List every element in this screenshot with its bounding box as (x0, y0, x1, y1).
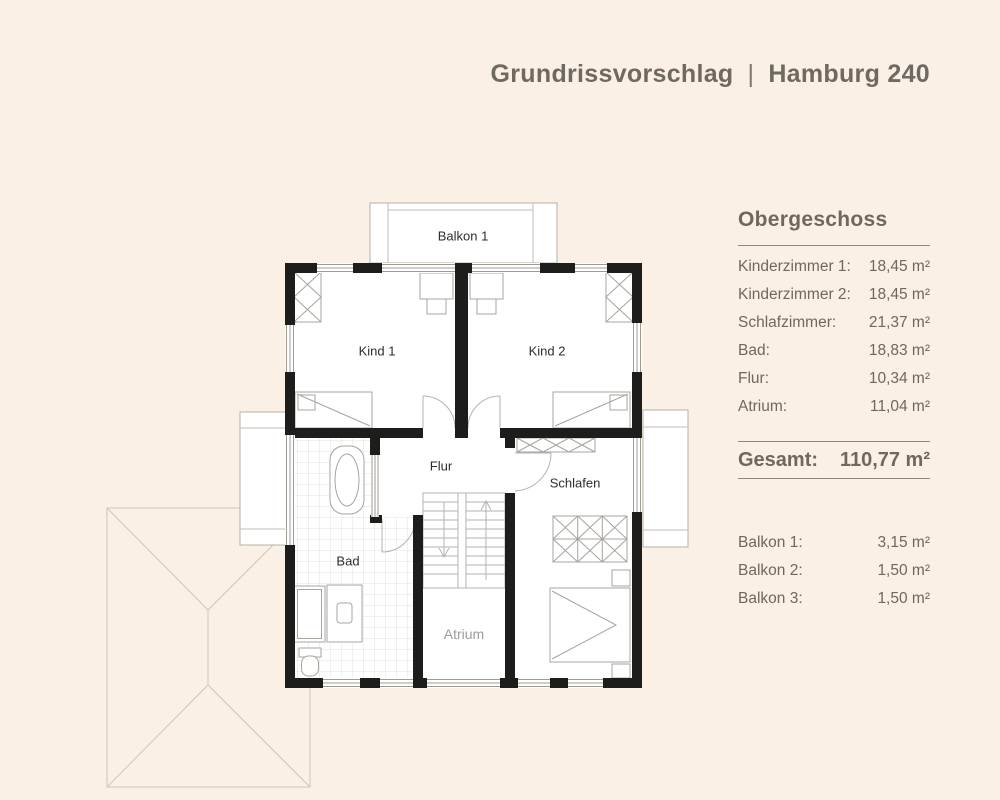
balcony-area-value: 1,50 m² (877, 562, 930, 579)
room-area-label: Kinderzimmer 2: (738, 286, 851, 303)
room-area-value: 21,37 m² (868, 314, 930, 331)
sink (327, 585, 362, 642)
wardrobe-schlafen-block (553, 516, 627, 562)
room-label-atrium: Atrium (443, 626, 485, 642)
total-value: 110,77 m² (839, 448, 930, 471)
balcony-area-label: Balkon 2: (738, 562, 803, 579)
wardrobe-kind1 (294, 272, 321, 322)
room-area-row (738, 393, 930, 421)
room-area-label: Schlafzimmer: (738, 314, 837, 331)
room-area-value: 18,83 m² (868, 342, 930, 359)
toilet (299, 648, 321, 676)
heading-rule (738, 245, 930, 246)
bed-kind1 (295, 392, 372, 428)
staircase (423, 493, 505, 588)
balcony-area-value: 3,15 m² (877, 534, 930, 551)
room-area-value: 11,04 m² (869, 398, 930, 415)
room-label-schlafen: Schlafen (549, 475, 601, 491)
room-area-value: 10,34 m² (868, 370, 930, 387)
balcony-left (240, 412, 287, 545)
balcony-area-row (738, 529, 930, 557)
room-label-bad: Bad (336, 553, 360, 569)
page-title-left: Grundrissvorschlag (490, 60, 734, 88)
room-label-kind2: Kind 2 (528, 343, 566, 359)
roof-outline (107, 508, 310, 787)
room-area-label: Atrium: (738, 398, 788, 415)
room-area-label: Bad: (738, 342, 770, 359)
total-label: Gesamt: (738, 448, 819, 471)
desk-kind2 (470, 273, 503, 299)
balcony-right (643, 410, 688, 547)
room-area-value: 18,45 m² (868, 258, 930, 275)
room-area-label: Flur: (738, 370, 769, 387)
room-area-value: 18,45 m² (868, 286, 930, 303)
balcony-area-list (738, 529, 930, 613)
page-title-separator: | (747, 60, 755, 88)
total-row (738, 445, 930, 475)
wardrobe-schlafen-top (517, 438, 595, 452)
total-rule-top (738, 441, 930, 442)
chair-kind2 (477, 299, 496, 314)
balcony-area-row (738, 585, 930, 613)
room-area-row (738, 365, 930, 393)
room-label-balkon1: Balkon 1 (437, 228, 489, 244)
wardrobe-kind2 (606, 272, 633, 322)
room-area-row (738, 253, 930, 281)
room-label-flur: Flur (429, 458, 453, 474)
room-area-list (738, 253, 930, 421)
panel-heading: Obergeschoss (738, 208, 888, 231)
room-area-label: Kinderzimmer 1: (738, 258, 851, 275)
total-rule-bottom (738, 478, 930, 479)
shower (294, 586, 325, 642)
bed-kind2 (553, 392, 630, 428)
bathtub (330, 446, 364, 514)
room-area-row (738, 337, 930, 365)
balcony-area-value: 1,50 m² (877, 590, 930, 607)
balcony-area-label: Balkon 3: (738, 590, 803, 607)
room-area-row (738, 281, 930, 309)
room-area-row (738, 309, 930, 337)
chair-kind1 (427, 299, 446, 314)
balcony-area-row (738, 557, 930, 585)
balcony-area-label: Balkon 1: (738, 534, 803, 551)
room-label-kind1: Kind 1 (358, 343, 396, 359)
page-title-right: Hamburg 240 (768, 60, 930, 88)
desk-kind1 (420, 273, 453, 299)
page-title (491, 60, 930, 89)
